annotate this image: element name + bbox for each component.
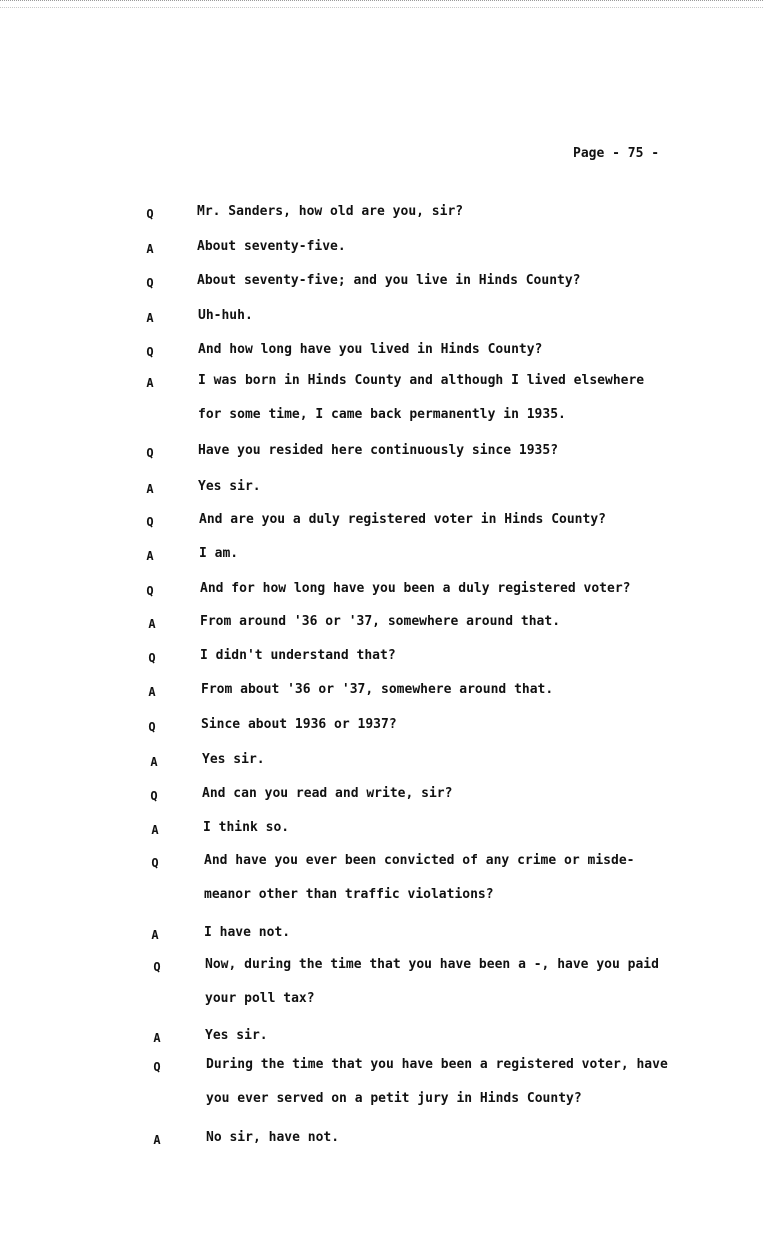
transcript-line: And have you ever been convicted of any crime or misde- bbox=[204, 853, 635, 868]
transcript-line: About seventy-five; and you live in Hinds County? bbox=[197, 273, 581, 288]
speaker-label: Q bbox=[153, 1060, 161, 1074]
transcript-line: And how long have you lived in Hinds County? bbox=[198, 342, 543, 357]
transcript-line: I have not. bbox=[204, 925, 291, 940]
transcript-line: From about '36 or '37, somewhere around that. bbox=[201, 682, 554, 697]
transcript-line: Uh-huh. bbox=[198, 308, 253, 323]
transcript-line: Yes sir. bbox=[198, 479, 261, 494]
speaker-label: Q bbox=[148, 651, 156, 665]
transcript-line: your poll tax? bbox=[205, 991, 315, 1006]
transcript-line: for some time, I came back permanently in 1935. bbox=[198, 407, 566, 422]
speaker-label: Q bbox=[146, 515, 154, 529]
transcript-line: No sir, have not. bbox=[206, 1130, 340, 1145]
speaker-label: A bbox=[153, 1031, 161, 1045]
speaker-label: Q bbox=[151, 856, 159, 870]
speaker-label: Q bbox=[146, 207, 154, 221]
transcript-line: Yes sir. bbox=[205, 1028, 268, 1043]
speaker-label: A bbox=[148, 685, 156, 699]
speaker-label: A bbox=[153, 1133, 161, 1147]
speaker-label: A bbox=[150, 755, 158, 769]
speaker-label: Q bbox=[148, 720, 156, 734]
transcript-line: Have you resided here continuously since 1935? bbox=[198, 443, 559, 458]
speaker-label: A bbox=[151, 823, 159, 837]
transcript-line: Yes sir. bbox=[202, 752, 265, 767]
speaker-label: A bbox=[148, 617, 156, 631]
transcript-line: And are you a duly registered voter in Hinds County? bbox=[199, 512, 606, 527]
transcript-line: I think so. bbox=[203, 820, 290, 835]
speaker-label: Q bbox=[146, 584, 154, 598]
transcript-line: meanor other than traffic violations? bbox=[204, 887, 494, 902]
speaker-label: A bbox=[146, 482, 154, 496]
speaker-label: A bbox=[146, 311, 154, 325]
transcript-line: I was born in Hinds County and although I lived elsewhere bbox=[198, 373, 645, 388]
transcript-line: I didn't understand that? bbox=[200, 648, 396, 663]
transcript-line: Mr. Sanders, how old are you, sir? bbox=[197, 204, 464, 219]
speaker-label: A bbox=[146, 242, 154, 256]
transcript-line: And for how long have you been a duly registered voter? bbox=[200, 581, 631, 596]
speaker-label: Q bbox=[146, 345, 154, 359]
speaker-label: Q bbox=[153, 960, 161, 974]
transcript-line: Now, during the time that you have been a -, have you paid bbox=[205, 957, 659, 972]
transcript-line: During the time that you have been a registered voter, have bbox=[206, 1057, 668, 1072]
speaker-label: Q bbox=[146, 276, 154, 290]
transcript-line: you ever served on a petit jury in Hinds County? bbox=[206, 1091, 582, 1106]
speaker-label: Q bbox=[150, 789, 158, 803]
transcript-line: I am. bbox=[199, 546, 239, 561]
transcript-line: And can you read and write, sir? bbox=[202, 786, 453, 801]
speaker-label: A bbox=[151, 928, 159, 942]
transcript-line: Since about 1936 or 1937? bbox=[201, 717, 397, 732]
speaker-label: A bbox=[146, 376, 154, 390]
speaker-label: A bbox=[146, 549, 154, 563]
transcript-line: From around '36 or '37, somewhere around that. bbox=[200, 614, 561, 629]
speaker-label: Q bbox=[146, 446, 154, 460]
page-number: Page - 75 - bbox=[573, 146, 660, 161]
transcript-line: About seventy-five. bbox=[197, 239, 346, 254]
